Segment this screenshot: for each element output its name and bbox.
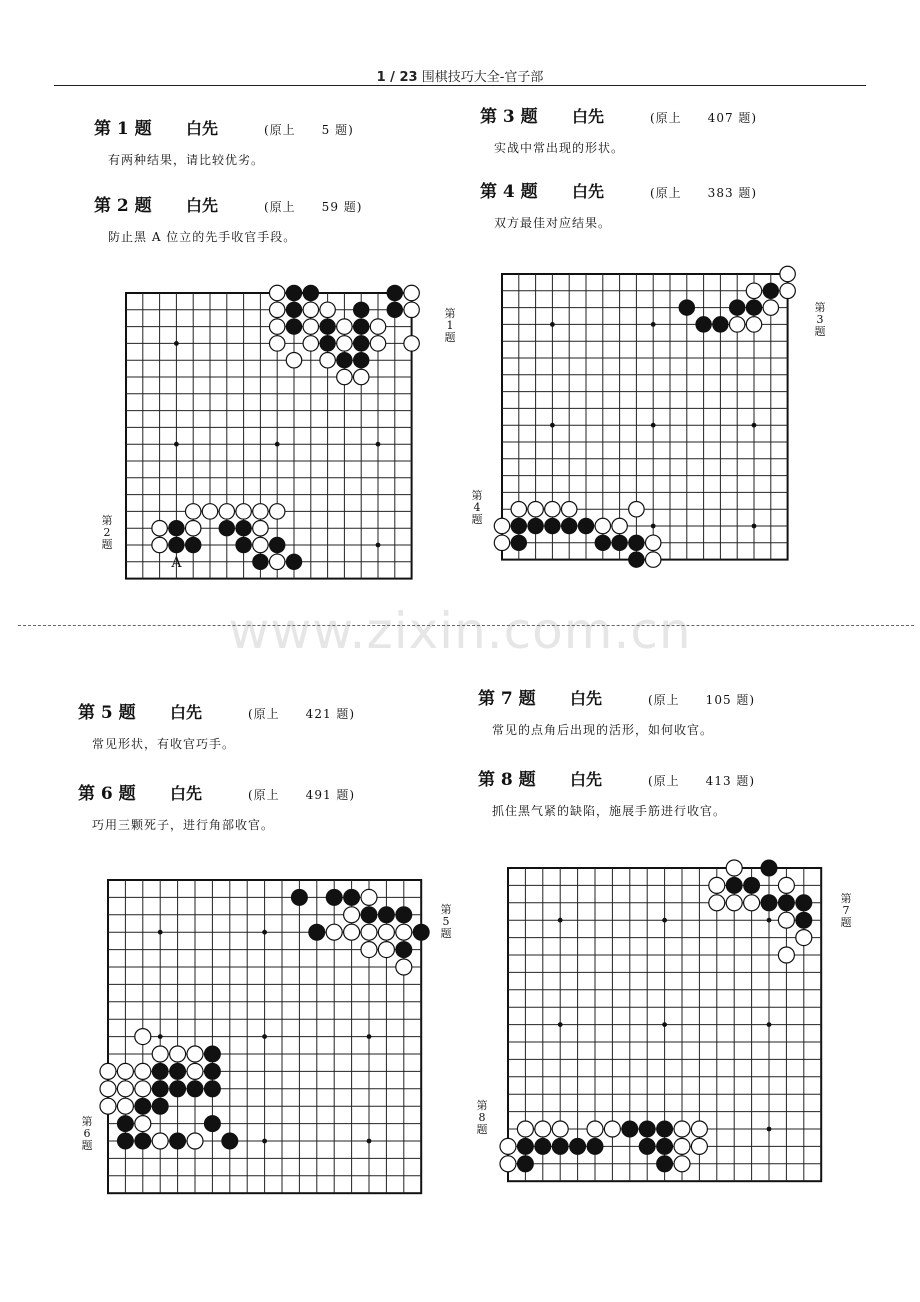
white-stone: [117, 1081, 133, 1097]
star-point: [367, 1139, 372, 1144]
board-border: [502, 274, 788, 560]
problem-title: 第 5 题: [78, 703, 136, 723]
white-stone: [709, 895, 725, 911]
white-stone: [303, 302, 318, 317]
problem-2: [94, 191, 362, 245]
black-stone: [170, 1133, 186, 1149]
white-stone: [763, 300, 778, 315]
document-title: 围棋技巧大全-官子部: [421, 70, 544, 85]
black-stone: [561, 518, 576, 533]
black-stone: [204, 1046, 220, 1062]
white-stone: [353, 369, 368, 384]
black-stone: [528, 518, 543, 533]
black-stone: [326, 889, 342, 905]
black-stone: [639, 1138, 655, 1154]
white-stone: [726, 860, 742, 876]
black-stone: [337, 352, 352, 367]
black-stone: [320, 319, 335, 334]
board-label-3: 第 3 题: [814, 301, 826, 338]
white-stone: [729, 317, 744, 332]
board-grid: [126, 293, 412, 579]
board-label-6: 第 6 题: [81, 1115, 93, 1152]
white-stone: [170, 1046, 186, 1062]
black-stone: [361, 907, 377, 923]
black-stone: [763, 283, 778, 298]
white-stone: [326, 924, 342, 940]
white-stone: [691, 1138, 707, 1154]
board-border: [126, 293, 412, 579]
board-label-7: 第 7 题: [840, 892, 852, 929]
star-point: [550, 322, 555, 327]
white-stone: [320, 302, 335, 317]
problem-4: [480, 177, 757, 231]
white-stone: [286, 352, 301, 367]
black-stone: [135, 1133, 151, 1149]
white-stone: [152, 1133, 168, 1149]
black-stone: [152, 1081, 168, 1097]
white-stone: [674, 1138, 690, 1154]
white-stone: [746, 283, 761, 298]
black-stone: [170, 1063, 186, 1079]
white-stone: [152, 537, 167, 552]
white-stone: [337, 319, 352, 334]
problem-side: 白先: [570, 770, 603, 789]
white-stone: [517, 1121, 533, 1137]
white-stone: [344, 907, 360, 923]
white-stone: [117, 1063, 133, 1079]
white-stone: [337, 336, 352, 351]
white-stone: [269, 336, 284, 351]
problem-desc: 常见的点角后出现的活形，如何收官。: [492, 723, 714, 737]
problem-desc: 巧用三颗死子，进行角部收官。: [92, 818, 275, 832]
white-stone: [494, 535, 509, 550]
white-stone: [780, 266, 795, 281]
white-stone: [778, 877, 794, 893]
white-stone: [744, 895, 760, 911]
white-stone: [187, 1133, 203, 1149]
white-stone: [344, 924, 360, 940]
board-label-2: 第 2 题: [101, 514, 113, 551]
watermark: www.zixin.com.cn: [228, 602, 692, 660]
star-point: [651, 322, 656, 327]
black-stone: [291, 889, 307, 905]
white-stone: [100, 1063, 116, 1079]
white-stone: [691, 1121, 707, 1137]
black-stone: [511, 518, 526, 533]
white-stone: [185, 504, 200, 519]
black-stone: [713, 317, 728, 332]
white-stone: [561, 501, 576, 516]
white-stone: [396, 959, 412, 975]
white-stone: [152, 1046, 168, 1062]
black-stone: [169, 520, 184, 535]
black-stone: [170, 1081, 186, 1097]
black-stone: [535, 1138, 551, 1154]
white-stone: [746, 317, 761, 332]
problem-desc: 抓住黑气紧的缺陷，施展手筋进行收官。: [492, 804, 727, 818]
black-stone: [657, 1121, 673, 1137]
problem-side: 白先: [170, 703, 203, 722]
star-point: [376, 442, 381, 447]
black-stone: [204, 1081, 220, 1097]
problem-source: (原上 5 题): [264, 123, 354, 137]
white-stone: [370, 336, 385, 351]
star-point: [651, 524, 656, 529]
problem-source: (原上 105 题): [648, 693, 756, 707]
star-point: [767, 1022, 772, 1027]
star-point: [262, 1139, 267, 1144]
white-stone: [404, 302, 419, 317]
black-stone: [595, 535, 610, 550]
problem-3: [480, 102, 757, 156]
black-stone: [286, 285, 301, 300]
problem-source: (原上 59 题): [264, 200, 363, 214]
black-stone: [236, 537, 251, 552]
problem-7: [478, 684, 755, 738]
white-stone: [709, 877, 725, 893]
white-stone: [500, 1156, 516, 1172]
black-stone: [511, 535, 526, 550]
problem-source: (原上 413 题): [648, 774, 756, 788]
problem-desc: 常见形状，有收官巧手。: [92, 737, 236, 751]
black-stone: [517, 1138, 533, 1154]
black-stone: [517, 1156, 533, 1172]
black-stone: [545, 518, 560, 533]
star-point: [752, 423, 757, 428]
black-stone: [570, 1138, 586, 1154]
star-point: [662, 918, 667, 923]
star-point: [158, 930, 163, 935]
black-stone: [303, 285, 318, 300]
black-stone: [622, 1121, 638, 1137]
problem-side: 白先: [186, 196, 219, 215]
white-stone: [202, 504, 217, 519]
black-stone: [744, 877, 760, 893]
black-stone: [286, 319, 301, 334]
white-stone: [604, 1121, 620, 1137]
black-stone: [387, 302, 402, 317]
white-stone: [152, 520, 167, 535]
problem-8: [478, 765, 755, 819]
black-stone: [236, 520, 251, 535]
black-stone: [117, 1116, 133, 1132]
board-label-5: 第 5 题: [440, 903, 452, 940]
board-label-1: 第 1 题: [444, 307, 456, 344]
white-stone: [236, 504, 251, 519]
black-stone: [396, 907, 412, 923]
star-point: [174, 442, 179, 447]
problem-title: 第 3 题: [480, 107, 538, 127]
problem-side: 白先: [186, 119, 219, 138]
white-stone: [511, 501, 526, 516]
white-stone: [135, 1081, 151, 1097]
black-stone: [413, 924, 429, 940]
black-stone: [135, 1098, 151, 1114]
black-stone: [729, 300, 744, 315]
star-point: [767, 918, 772, 923]
white-stone: [674, 1156, 690, 1172]
black-stone: [629, 535, 644, 550]
star-point: [275, 442, 280, 447]
black-stone: [639, 1121, 655, 1137]
black-stone: [696, 317, 711, 332]
black-stone: [761, 860, 777, 876]
black-stone: [185, 537, 200, 552]
white-stone: [595, 518, 610, 533]
white-stone: [378, 924, 394, 940]
go-board-problems-5-6: [106, 876, 432, 1182]
black-stone: [152, 1063, 168, 1079]
white-stone: [185, 520, 200, 535]
black-stone: [286, 302, 301, 317]
problem-5: [78, 698, 355, 752]
problem-title: 第 4 题: [480, 182, 538, 202]
white-stone: [396, 924, 412, 940]
black-stone: [552, 1138, 568, 1154]
page-divider: [18, 625, 914, 626]
white-stone: [494, 518, 509, 533]
problem-desc: 防止黑 A 位立的先手收官手段。: [108, 230, 297, 244]
white-stone: [135, 1063, 151, 1079]
white-stone: [337, 369, 352, 384]
white-stone: [303, 319, 318, 334]
black-stone: [152, 1098, 168, 1114]
white-stone: [500, 1138, 516, 1154]
problem-6: [78, 779, 355, 833]
black-stone: [726, 877, 742, 893]
problem-title: 第 6 题: [78, 784, 136, 804]
black-stone: [353, 319, 368, 334]
white-stone: [528, 501, 543, 516]
black-stone: [353, 352, 368, 367]
white-stone: [219, 504, 234, 519]
black-stone: [657, 1138, 673, 1154]
black-stone: [353, 336, 368, 351]
black-stone: [253, 554, 268, 569]
page-number: 1 / 23: [376, 70, 418, 85]
black-stone: [353, 302, 368, 317]
white-stone: [135, 1029, 151, 1045]
problem-title: 第 1 题: [94, 119, 152, 139]
problem-source: (原上 407 题): [650, 111, 758, 125]
black-stone: [578, 518, 593, 533]
star-point: [158, 1034, 163, 1039]
black-stone: [378, 907, 394, 923]
black-stone: [204, 1063, 220, 1079]
problem-title: 第 7 题: [478, 689, 536, 709]
white-stone: [269, 319, 284, 334]
white-stone: [361, 942, 377, 958]
white-stone: [587, 1121, 603, 1137]
white-stone: [253, 504, 268, 519]
problem-desc: 双方最佳对应结果。: [494, 216, 612, 230]
black-stone: [117, 1133, 133, 1149]
star-point: [376, 543, 381, 548]
problem-title: 第 8 题: [478, 770, 536, 790]
white-stone: [269, 285, 284, 300]
white-stone: [100, 1098, 116, 1114]
star-point: [262, 1034, 267, 1039]
black-stone: [187, 1081, 203, 1097]
white-stone: [796, 930, 812, 946]
black-stone: [344, 889, 360, 905]
black-stone: [309, 924, 325, 940]
black-stone: [169, 537, 184, 552]
white-stone: [303, 336, 318, 351]
black-stone: [761, 895, 777, 911]
white-stone: [269, 504, 284, 519]
problem-1: [94, 114, 354, 168]
white-stone: [187, 1046, 203, 1062]
header-rule: [54, 85, 866, 86]
star-point: [662, 1022, 667, 1027]
problem-desc: 实战中常出现的形状。: [494, 141, 625, 155]
black-stone: [286, 554, 301, 569]
point-marker-A: A: [171, 554, 182, 571]
go-board-problems-7-8: [504, 862, 830, 1170]
white-stone: [370, 319, 385, 334]
black-stone: [778, 895, 794, 911]
white-stone: [253, 537, 268, 552]
star-point: [174, 341, 179, 346]
white-stone: [535, 1121, 551, 1137]
page-header: [0, 66, 920, 85]
problem-title: 第 2 题: [94, 196, 152, 216]
board-label-8: 第 8 题: [476, 1099, 488, 1136]
black-stone: [320, 336, 335, 351]
black-stone: [679, 300, 694, 315]
problem-desc: 有两种结果，请比较优劣。: [108, 153, 265, 167]
white-stone: [780, 283, 795, 298]
problem-side: 白先: [170, 784, 203, 803]
black-stone: [396, 942, 412, 958]
white-stone: [320, 352, 335, 367]
problem-source: (原上 421 题): [248, 707, 356, 721]
white-stone: [361, 889, 377, 905]
white-stone: [645, 552, 660, 567]
white-stone: [674, 1121, 690, 1137]
problem-side: 白先: [570, 689, 603, 708]
white-stone: [361, 924, 377, 940]
black-stone: [796, 895, 812, 911]
problem-side: 白先: [572, 182, 605, 201]
white-stone: [100, 1081, 116, 1097]
star-point: [558, 918, 563, 923]
black-stone: [204, 1116, 220, 1132]
black-stone: [657, 1156, 673, 1172]
white-stone: [135, 1116, 151, 1132]
black-stone: [269, 537, 284, 552]
problem-source: (原上 383 题): [650, 186, 758, 200]
white-stone: [404, 336, 419, 351]
white-stone: [612, 518, 627, 533]
star-point: [558, 1022, 563, 1027]
board-label-4: 第 4 题: [471, 489, 483, 526]
black-stone: [612, 535, 627, 550]
star-point: [651, 423, 656, 428]
white-stone: [269, 302, 284, 317]
problem-side: 白先: [572, 107, 605, 126]
white-stone: [629, 501, 644, 516]
black-stone: [629, 552, 644, 567]
white-stone: [269, 554, 284, 569]
black-stone: [587, 1138, 603, 1154]
go-board-problems-1-2: [124, 283, 436, 575]
white-stone: [778, 947, 794, 963]
white-stone: [726, 895, 742, 911]
white-stone: [778, 912, 794, 928]
white-stone: [552, 1121, 568, 1137]
star-point: [767, 1127, 772, 1132]
go-board-problems-3-4: [496, 268, 808, 558]
white-stone: [378, 942, 394, 958]
star-point: [550, 423, 555, 428]
white-stone: [187, 1063, 203, 1079]
star-point: [262, 930, 267, 935]
star-point: [367, 1034, 372, 1039]
black-stone: [387, 285, 402, 300]
white-stone: [645, 535, 660, 550]
board-grid: [502, 274, 788, 560]
black-stone: [222, 1133, 238, 1149]
black-stone: [796, 912, 812, 928]
black-stone: [219, 520, 234, 535]
white-stone: [545, 501, 560, 516]
white-stone: [117, 1098, 133, 1114]
white-stone: [253, 520, 268, 535]
white-stone: [404, 285, 419, 300]
black-stone: [746, 300, 761, 315]
problem-source: (原上 491 题): [248, 788, 356, 802]
star-point: [752, 524, 757, 529]
